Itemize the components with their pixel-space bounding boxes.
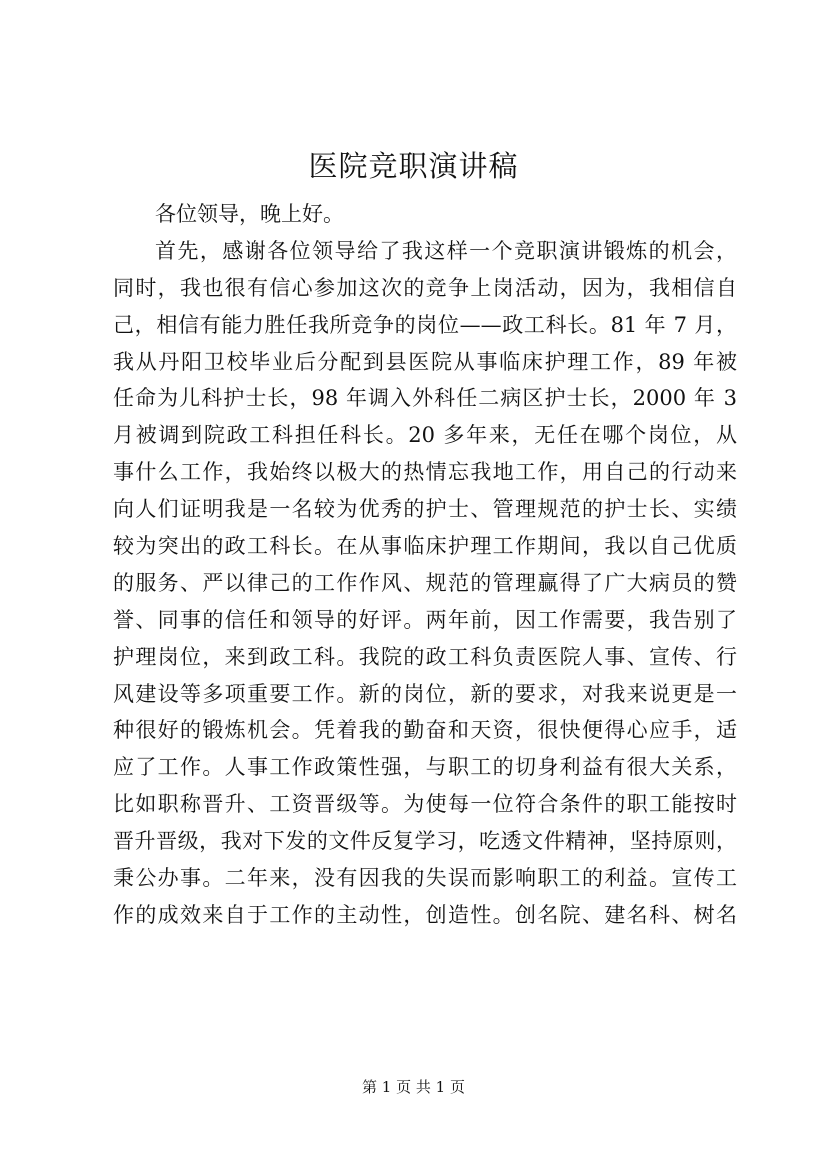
text-line: 秉公办事。二年来，没有因我的失误而影响职工的利益。宣传工 (113, 866, 737, 891)
text-line: 事什么工作，我始终以极大的热情忘我地工作，用自己的行动来 (113, 460, 737, 485)
text-line: 风建设等多项重要工作。新的岗位，新的要求，对我来说更是一 (113, 681, 737, 706)
text-line: 作的成效来自于工作的主动性，创造性。创名院、建名科、树名 (113, 902, 737, 927)
text-line: 护理岗位，来到政工科。我院的政工科负责医院人事、宣传、行 (113, 644, 737, 669)
greeting-line: 各位领导，晚上好。 (155, 202, 344, 226)
text-line: 任命为儿科护士长，98 年调入外科任二病区护士长，2000 年 3 (113, 386, 737, 411)
text-line: 首先，感谢各位领导给了我这样一个竞职演讲锻炼的机会， (155, 238, 737, 263)
text-line: 月被调到院政工科担任科长。20 多年来，无任在哪个岗位，从 (113, 423, 737, 448)
text-line: 晋升晋级，我对下发的文件反复学习，吃透文件精神，坚持原则， (113, 829, 737, 854)
document-body (113, 196, 737, 934)
document-title: 医院竞职演讲稿 (308, 149, 519, 183)
text-line: 应了工作。人事工作政策性强，与职工的切身利益有很大关系， (113, 755, 737, 780)
text-line: 种很好的锻炼机会。凭着我的勤奋和天资，很快便得心应手，适 (113, 718, 737, 743)
page-number-footer: 第 1 页 共 1 页 (362, 1078, 465, 1096)
text-line: 己，相信有能力胜任我所竞争的岗位——政工科长。81 年 7 月， (113, 312, 737, 337)
text-line: 我从丹阳卫校毕业后分配到县医院从事临床护理工作，89 年被 (113, 349, 737, 374)
text-line: 比如职称晋升、工资晋级等。为使每一位符合条件的职工能按时 (113, 792, 737, 817)
text-line: 较为突出的政工科长。在从事临床护理工作期间，我以自己优质 (113, 534, 737, 559)
text-line: 誉、同事的信任和领导的好评。两年前，因工作需要，我告别了 (113, 607, 737, 632)
text-line: 同时，我也很有信心参加这次的竞争上岗活动，因为，我相信自 (113, 275, 737, 300)
text-line: 的服务、严以律己的工作作风、规范的管理赢得了广大病员的赞 (113, 570, 737, 595)
text-line: 向人们证明我是一名较为优秀的护士、管理规范的护士长、实绩 (113, 497, 737, 522)
